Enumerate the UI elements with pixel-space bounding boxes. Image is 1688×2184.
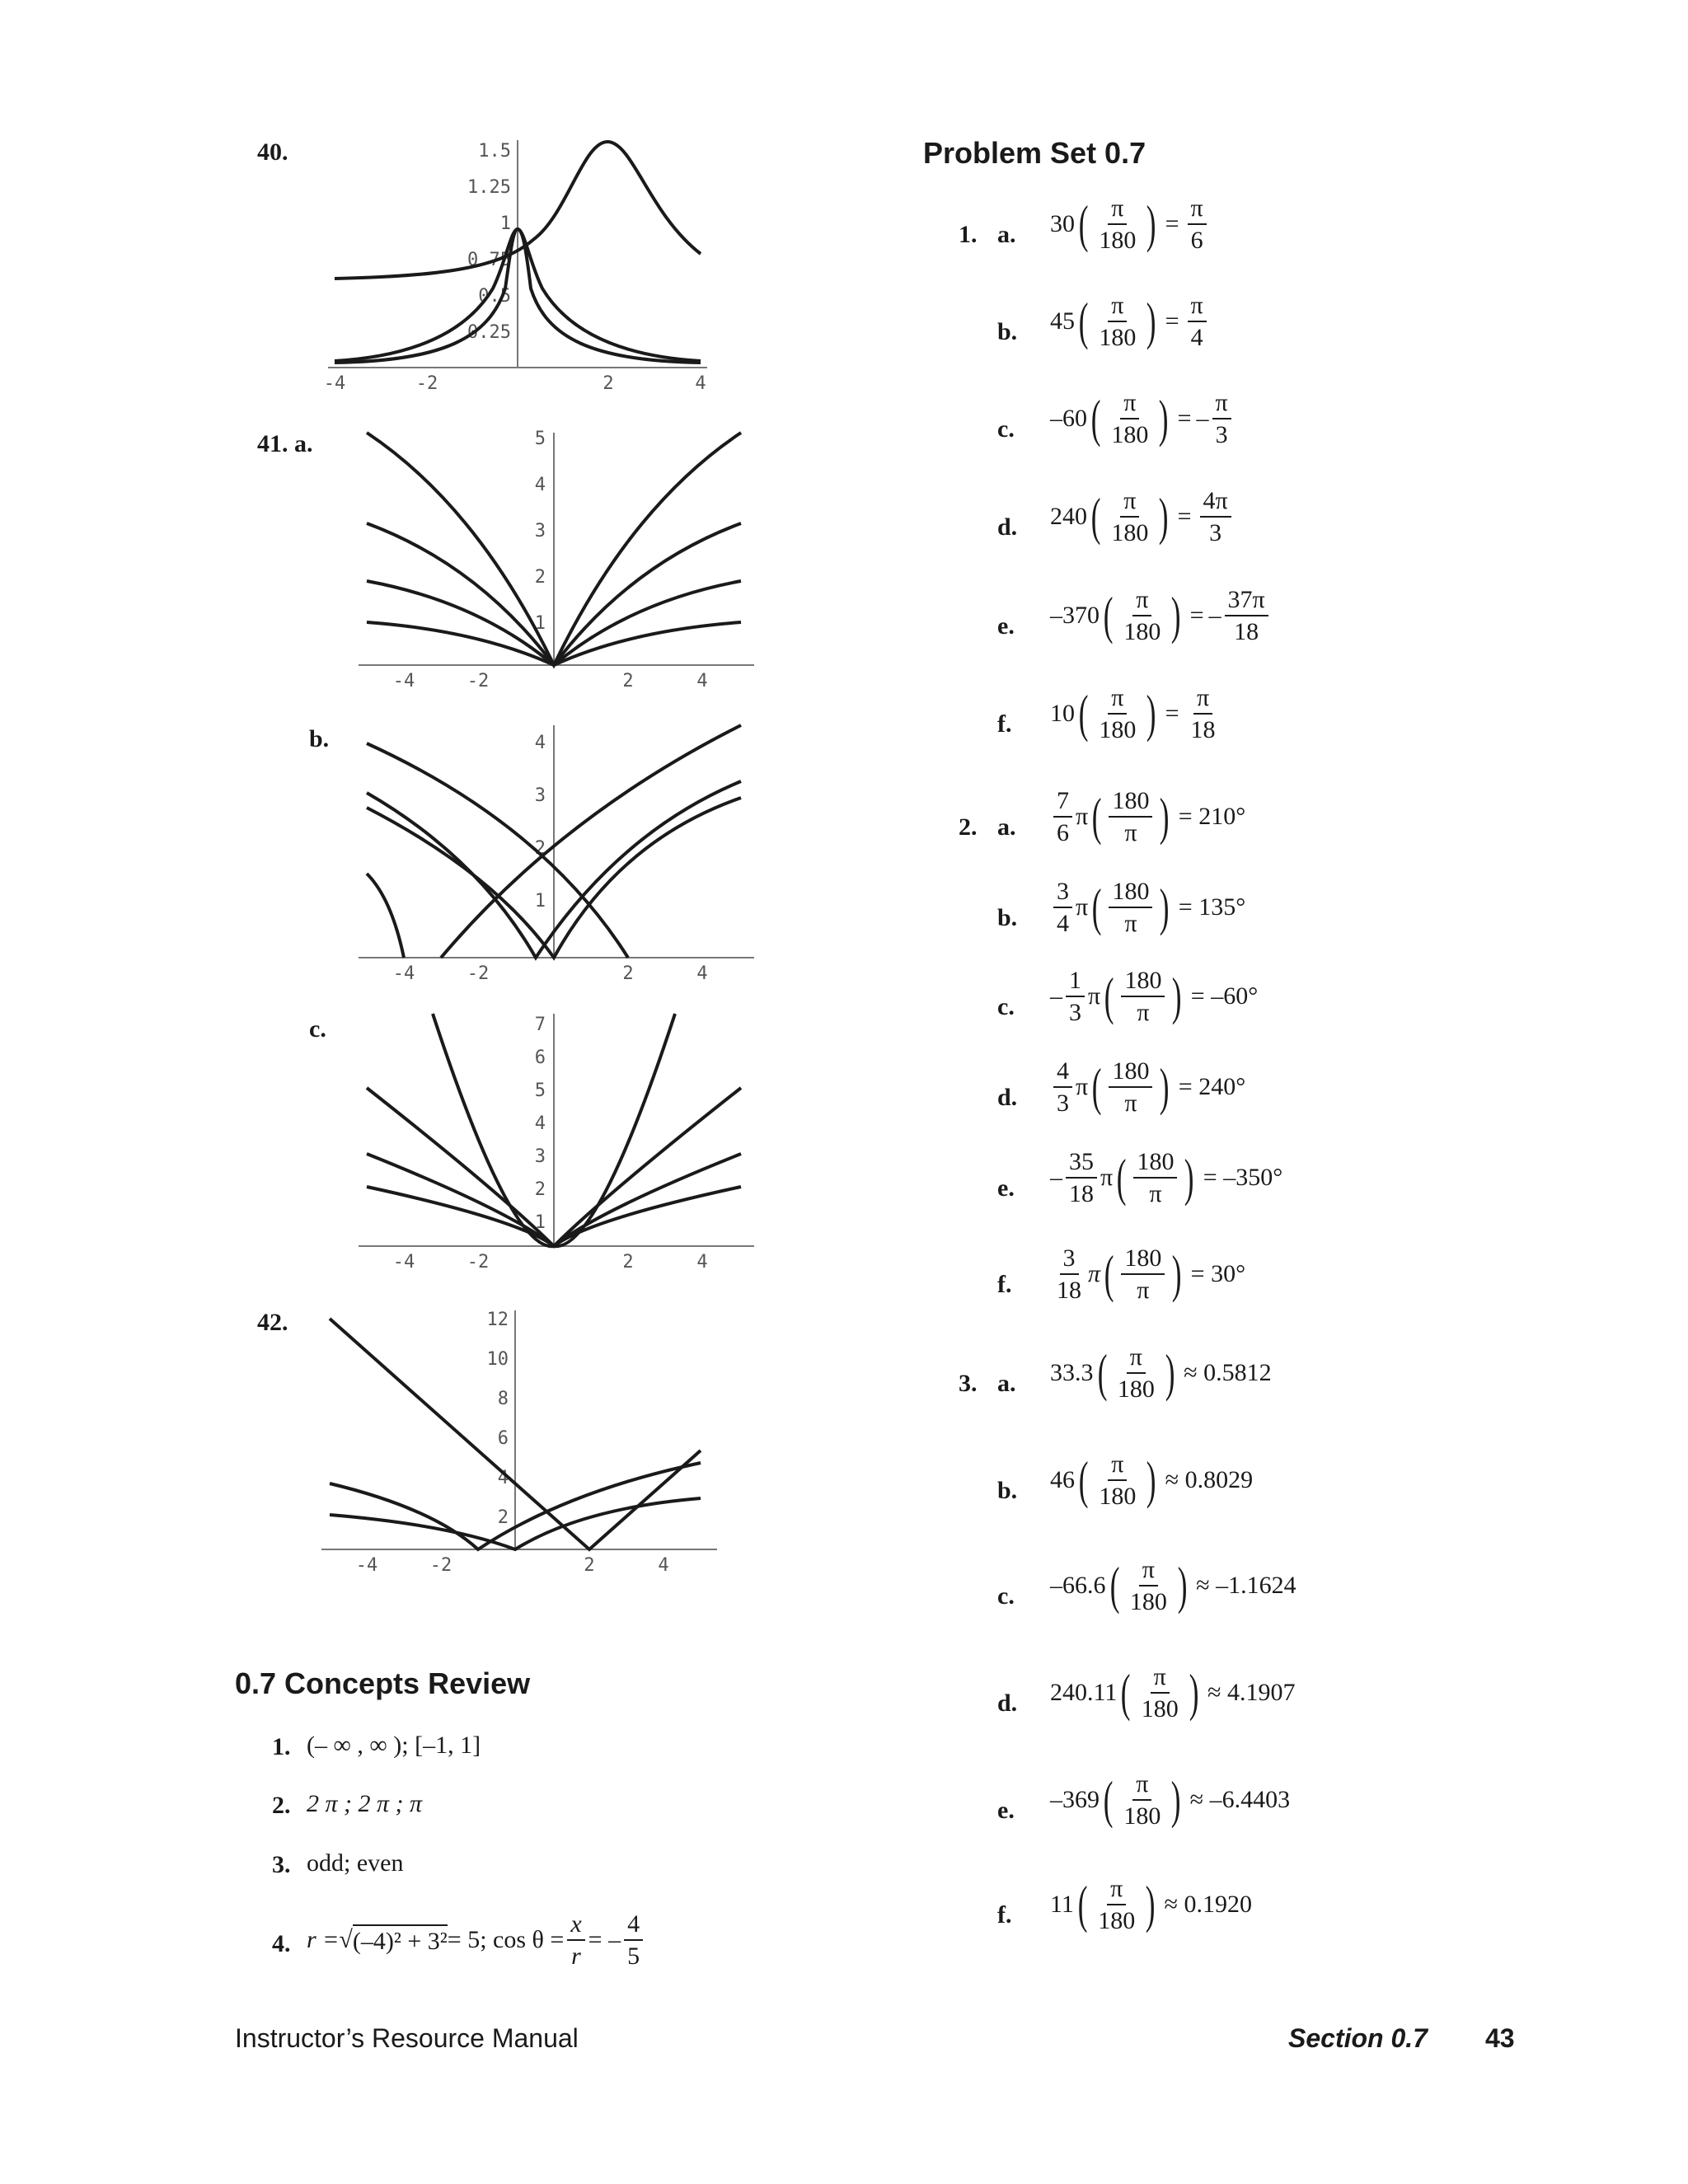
n180-over-pi [1109,787,1152,846]
frac-numerator: π [1107,1875,1126,1905]
frac-denominator: 180 [1141,1695,1179,1722]
result-fraction [1212,389,1231,448]
result: = –350° [1203,1164,1283,1191]
frac-numerator: π [1212,389,1231,419]
ytick: 10 [486,1349,509,1370]
conversion-expression [1050,1770,1290,1830]
ytick: 8 [497,1389,509,1409]
frac-denominator: 180 [1123,1802,1161,1830]
frac-numerator: π [1120,487,1139,518]
sign: – [1050,982,1062,1010]
pi-over-180 [1138,1663,1182,1722]
xtick: -4 [323,373,346,394]
problem-2-num: 2. [959,813,978,841]
frac-numerator: π [1120,389,1139,419]
part-label: f. [997,710,1012,738]
frac-denominator: π [1124,1090,1137,1117]
frac-denominator: 18 [1234,618,1259,645]
pi-over-180 [1120,586,1164,645]
multiplier: –369 [1050,1786,1100,1813]
multiplier: 45 [1050,307,1075,335]
ytick: 4 [534,475,546,495]
problem-40-label: 40. [257,138,288,166]
equals-sign: = [1177,405,1192,432]
xtick: 2 [622,1252,634,1272]
concept-4-mid: = 5; cos θ = [447,1926,565,1953]
xtick: -2 [467,1252,490,1272]
left-paren: ( [1078,1451,1089,1509]
part-label: b. [997,1477,1018,1504]
part-label: c. [997,415,1015,443]
result-fraction [1188,194,1207,254]
left-paren: ( [1109,1556,1120,1615]
frac-denominator: π [1124,910,1137,937]
part-label: c. [997,993,1015,1020]
result: = 135° [1178,893,1246,921]
frac-denominator: 180 [1098,1907,1136,1934]
xtick: 4 [658,1555,669,1576]
multiplier: 30 [1050,210,1075,237]
concept-1-num: 1. [272,1733,291,1760]
pi-symbol: π [1076,1073,1089,1100]
ytick: 1.25 [467,177,511,198]
ytick: 2 [534,567,546,588]
result-fraction [1225,586,1268,645]
result-fraction [1188,684,1219,743]
concept-3-num: 3. [272,1851,291,1878]
frac-numerator: 180 [1109,787,1152,818]
ytick: 4 [534,733,546,753]
left-paren: ( [1097,1343,1108,1402]
conversion-expression [1050,292,1210,351]
frac-numerator: 3 [1053,878,1072,908]
frac-numerator: π [1127,1343,1146,1374]
result: ≈ 0.5812 [1184,1359,1272,1386]
frac-numerator: 180 [1109,1057,1152,1088]
right-paren: ) [1165,1343,1175,1402]
frac-numerator: x [567,1910,584,1941]
pi-over-180 [1127,1556,1170,1615]
footer-manual-title: Instructor’s Resource Manual [235,2023,579,2053]
frac-denominator: 6 [1057,819,1069,846]
frac-denominator: 180 [1099,1483,1137,1510]
part-label: a. [997,1370,1016,1397]
frac-numerator: 4 [627,1910,640,1938]
multiplier: –60 [1050,405,1087,432]
frac-denominator: π [1137,1277,1150,1304]
result: = 30° [1190,1260,1246,1287]
result-fraction [1188,292,1207,351]
conversion-expression [1050,389,1235,448]
part-label: e. [997,1174,1015,1202]
frac-numerator: 37π [1225,586,1268,616]
right-paren: ) [1160,1057,1170,1116]
problem-41a-label: 41. a. [257,430,313,457]
curve-41b-5 [367,874,404,958]
ytick: 4 [534,1113,546,1134]
problem-3-num: 3. [959,1370,978,1397]
left-paren: ( [1116,1148,1127,1207]
result: ≈ 4.1907 [1207,1679,1296,1706]
frac-denominator: π [1137,999,1150,1026]
radian-fraction [1053,878,1072,937]
right-paren: ) [1146,1451,1156,1509]
part-label: d. [997,1690,1018,1717]
ytick: 3 [534,1146,546,1167]
graph-40 [320,132,715,404]
result-sign: – [1196,405,1209,432]
conversion-expression [1050,1057,1245,1117]
right-paren: ) [1146,194,1156,253]
frac-denominator: 180 [1111,519,1149,546]
frac-denominator: 6 [1190,227,1203,254]
left-paren: ( [1091,787,1102,846]
n180-over-pi [1133,1148,1177,1207]
concept-2-text: 2 π ; 2 π ; π [307,1790,423,1817]
ytick: 1 [534,891,546,912]
frac-denominator: 3 [1057,1090,1069,1117]
frac-numerator: 4π [1200,487,1231,518]
equals-sign: = [1165,210,1179,237]
pi-over-180 [1095,1875,1138,1934]
xtick: -2 [467,963,490,984]
ytick: 3 [534,521,546,541]
left-paren: ( [1078,684,1089,743]
conversion-expression [1050,1556,1296,1615]
conversion-expression [1050,967,1258,1026]
conversion-expression [1050,586,1272,645]
pi-symbol: π [1088,982,1101,1010]
graph-42 [317,1302,721,1582]
left-paren: ( [1078,194,1089,253]
right-paren: ) [1171,1770,1181,1829]
xtick: -4 [355,1555,378,1576]
conversion-expression [1050,787,1245,846]
radian-fraction [1053,1057,1072,1117]
conversion-expression [1050,1875,1252,1934]
right-paren: ) [1171,586,1181,644]
radian-fraction [1066,967,1085,1026]
frac-denominator: 180 [1117,1376,1155,1403]
graph-40-xticks [324,373,706,394]
frac-denominator: r [571,1943,581,1970]
result: = 210° [1178,803,1246,830]
frac-numerator: π [1139,1556,1158,1586]
conversion-expression [1050,684,1222,743]
pi-symbol: π [1100,1164,1114,1191]
frac-denominator: 180 [1099,324,1137,351]
right-paren: ) [1160,878,1170,936]
right-paren: ) [1177,1556,1188,1615]
frac-numerator: 180 [1121,1244,1165,1275]
result-fraction [1200,487,1231,546]
xtick: 4 [696,963,708,984]
frac-numerator: 4 [1053,1057,1072,1088]
pi-symbol: π [1088,1260,1101,1287]
ytick: 2 [534,1179,546,1200]
result: ≈ –6.4403 [1189,1786,1291,1813]
right-paren: ) [1189,1663,1199,1722]
ytick: 1 [499,213,511,234]
frac-denominator: 180 [1123,618,1161,645]
frac-numerator: 1 [1066,967,1085,997]
result: = –60° [1190,982,1259,1010]
ytick: 1.5 [478,141,511,162]
frac-numerator: π [1108,1451,1127,1481]
left-paren: ( [1090,487,1101,546]
left-paren: ( [1091,878,1102,936]
frac-denominator: 180 [1099,227,1137,254]
ytick: 2 [534,838,546,859]
frac-denominator: 180 [1111,421,1149,448]
left-paren: ( [1078,292,1089,350]
equals-sign: = [1177,503,1192,530]
frac-denominator: 180 [1129,1588,1167,1615]
ytick: 7 [534,1015,546,1035]
left-paren: ( [1104,967,1114,1025]
conversion-expression [1050,1343,1272,1403]
result: ≈ 0.8029 [1165,1466,1254,1493]
result: ≈ 0.1920 [1164,1891,1252,1918]
ytick: 1 [534,613,546,634]
pi-over-180 [1095,1451,1139,1510]
equals-sign: = [1165,700,1179,727]
ytick: 12 [486,1310,509,1330]
concept-4-frac1 [567,1910,584,1970]
frac-numerator: π [1132,1770,1151,1801]
frac-numerator: 180 [1109,878,1152,908]
ytick: 5 [534,1080,546,1101]
frac-denominator: 5 [624,1939,643,1970]
n180-over-pi [1109,878,1152,937]
result: ≈ –1.1624 [1196,1572,1296,1599]
xtick: -2 [467,671,490,691]
right-paren: ) [1146,684,1156,743]
frac-denominator: 18 [1190,716,1216,743]
xtick: 4 [696,671,708,691]
frac-denominator: 18 [1057,1277,1081,1304]
conversion-expression [1050,194,1210,254]
right-paren: ) [1145,1875,1156,1933]
right-paren: ) [1146,292,1156,350]
part-label: f. [997,1271,1012,1298]
concept-1-text: (– ∞ , ∞ ); [–1, 1] [307,1732,481,1759]
multiplier: 46 [1050,1466,1075,1493]
right-paren: ) [1160,787,1170,846]
sign: – [1050,1164,1062,1191]
conversion-expression [1050,878,1245,937]
right-paren: ) [1184,1148,1194,1207]
xtick: 2 [584,1555,595,1576]
conversion-expression [1050,1148,1282,1207]
left-paren: ( [1090,389,1101,448]
frac-denominator: 4 [1057,910,1069,937]
ytick: 2 [497,1507,509,1528]
conversion-expression [1050,487,1235,546]
frac-numerator: π [1188,292,1207,322]
part-label: c. [997,1582,1015,1610]
xtick: 2 [622,963,634,984]
part-label: b. [997,904,1018,931]
xtick: -2 [429,1555,452,1576]
pi-over-180 [1095,292,1139,351]
graph-41c [354,1005,758,1286]
left-paren: ( [1103,586,1114,644]
problem-41c-label: c. [309,1015,326,1043]
frac-numerator: π [1108,684,1127,715]
equals-sign: = [1189,602,1204,629]
ytick: 4 [497,1468,509,1488]
pi-over-180 [1108,487,1151,546]
pi-over-180 [1120,1770,1164,1830]
frac-numerator: 7 [1053,787,1072,818]
part-label: e. [997,1797,1015,1824]
frac-numerator: 180 [1133,1148,1177,1179]
right-paren: ) [1172,967,1182,1025]
problem-set-title: Problem Set 0.7 [923,136,1146,170]
concept-4-radicand: (–4)² + 3² [353,1924,448,1956]
footer-section: Section 0.7 [1288,2023,1428,2053]
frac-denominator: π [1149,1180,1162,1207]
radian-fraction [1066,1148,1097,1207]
curve-41b-1 [367,743,628,958]
part-label: d. [997,1084,1018,1111]
frac-numerator: π [1108,194,1127,225]
frac-numerator: π [1188,194,1207,225]
sqrt-sign: √ [339,1926,353,1953]
xtick: 4 [696,1252,708,1272]
part-label: e. [997,612,1015,640]
ytick: 1 [534,1212,546,1233]
result-sign: – [1208,602,1221,629]
problem-41b-label: b. [309,725,330,752]
frac-denominator: 3 [1069,999,1081,1026]
result: = 240° [1178,1073,1246,1100]
conversion-expression [1050,1451,1253,1510]
frac-numerator: π [1108,292,1127,322]
radian-fraction [1053,1244,1085,1304]
frac-denominator: 180 [1099,716,1137,743]
pi-symbol: π [1076,893,1089,921]
xtick: 2 [622,671,634,691]
left-paren: ( [1091,1057,1102,1116]
graph-41a [354,424,758,705]
xtick: -4 [392,963,415,984]
frac-numerator: 35 [1066,1148,1097,1179]
conversion-expression [1050,1663,1295,1722]
right-paren: ) [1159,487,1169,546]
xtick: -2 [415,373,438,394]
left-paren: ( [1121,1663,1131,1722]
concept-2-num: 2. [272,1792,291,1819]
part-label: a. [997,221,1016,248]
ytick: 5 [534,429,546,449]
problem-42-label: 42. [257,1309,288,1336]
concept-4-num: 4. [272,1930,291,1957]
pi-over-180 [1114,1343,1158,1403]
right-paren: ) [1159,389,1169,448]
frac-denominator: 3 [1215,421,1228,448]
frac-numerator: 180 [1121,967,1165,997]
multiplier: 11 [1050,1891,1074,1918]
part-label: a. [997,813,1016,841]
ytick: 0.5 [478,286,511,307]
n180-over-pi [1121,967,1165,1026]
frac-denominator: 4 [1190,324,1203,351]
multiplier: 240.11 [1050,1679,1118,1706]
right-paren: ) [1172,1244,1182,1303]
conversion-expression [1050,1244,1245,1304]
frac-denominator: π [1124,819,1137,846]
n180-over-pi [1121,1244,1165,1304]
multiplier: 33.3 [1050,1359,1094,1386]
frac-numerator: π [1132,586,1151,616]
xtick: 4 [695,373,706,394]
left-paren: ( [1077,1875,1088,1933]
left-paren: ( [1103,1770,1114,1829]
pi-over-180 [1108,389,1151,448]
curve-41b-2 [441,725,741,958]
frac-numerator: π [1151,1663,1170,1694]
xtick: -4 [392,671,415,691]
pi-over-180 [1095,684,1139,743]
pi-over-180 [1095,194,1139,254]
equals-sign: = [1165,307,1179,335]
ytick: 6 [497,1428,509,1449]
ytick: 6 [534,1047,546,1068]
xtick: 2 [603,373,614,394]
frac-denominator: 18 [1069,1180,1094,1207]
multiplier: –66.6 [1050,1572,1106,1599]
ytick: 0.25 [467,322,511,343]
radian-fraction [1053,787,1072,846]
pi-symbol: π [1076,803,1089,830]
ytick: 0.75 [467,250,511,270]
part-label: b. [997,318,1018,345]
concept-4-eq: = – [588,1926,621,1953]
concepts-review-title: 0.7 Concepts Review [235,1666,531,1700]
footer-page-number: 43 [1485,2023,1515,2053]
concept-4-pre: r = [307,1926,340,1953]
multiplier: –370 [1050,602,1100,629]
part-label: d. [997,513,1018,541]
ytick: 3 [534,785,546,806]
graph-41b [354,717,758,997]
multiplier: 10 [1050,700,1075,727]
frac-numerator: π [1193,684,1212,715]
n180-over-pi [1109,1057,1152,1117]
multiplier: 240 [1050,503,1087,530]
xtick: -4 [392,1252,415,1272]
frac-numerator: 3 [1060,1244,1079,1275]
left-paren: ( [1104,1244,1114,1303]
frac-denominator: 3 [1209,519,1222,546]
problem-1-num: 1. [959,221,978,248]
concept-4-math [307,1910,646,1970]
concept-3-text: odd; even [307,1849,404,1877]
concept-4-frac2 [624,1910,643,1970]
part-label: f. [997,1901,1012,1929]
